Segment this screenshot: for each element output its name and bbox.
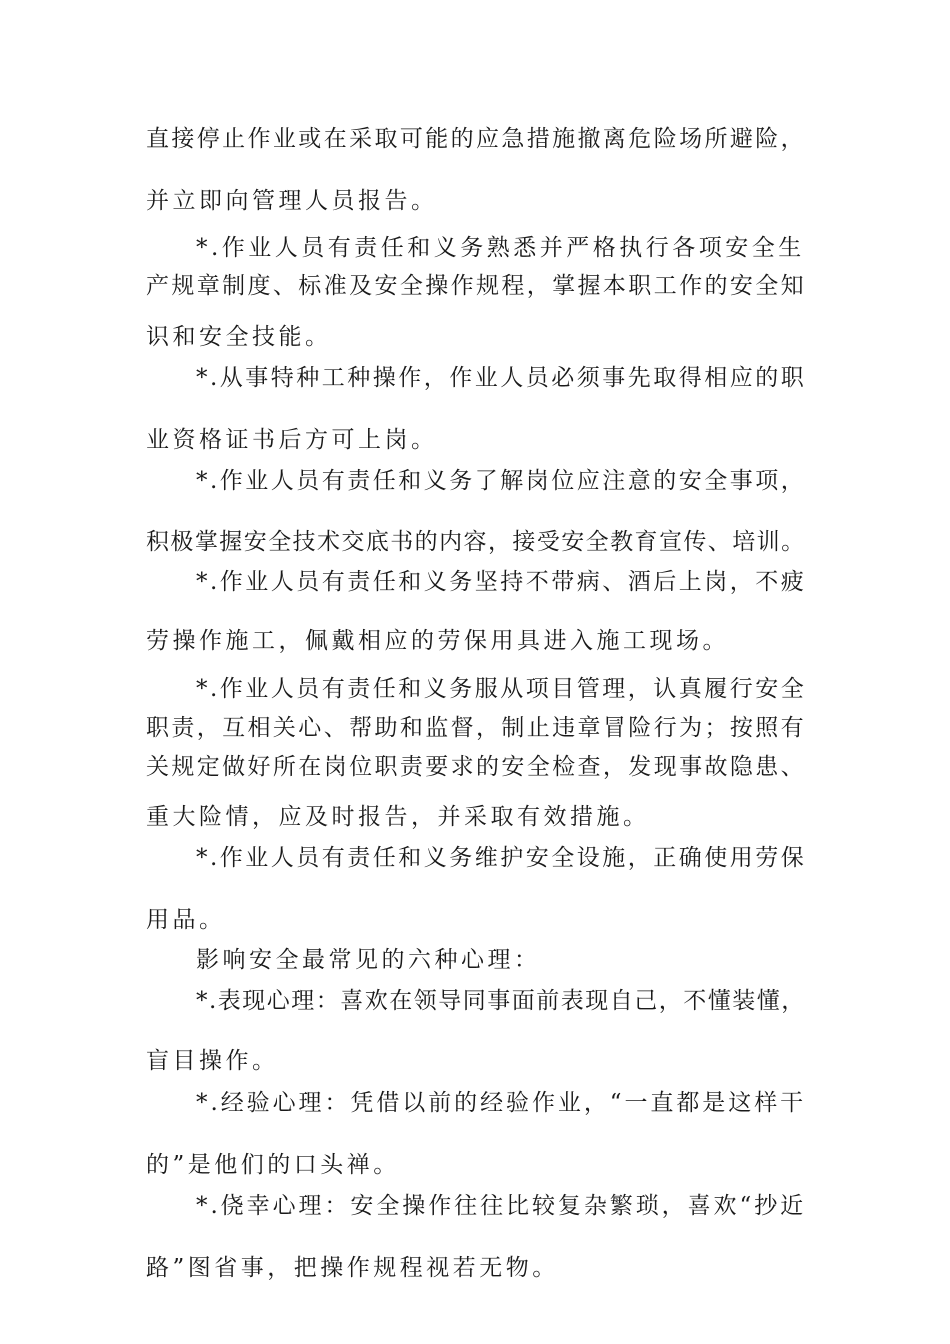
text-line: 职责，互相关心、帮助和监督，制止违章冒险行为；按照有 — [146, 715, 806, 741]
text-line: *.作业人员有责任和义务坚持不带病、酒后上岗，不疲 — [196, 569, 807, 595]
text-line: 识和安全技能。 — [146, 324, 332, 350]
text-line: *.经验心理：凭借以前的经验作业，“一直都是这样干 — [196, 1090, 807, 1116]
text-line: 业资格证书后方可上岗。 — [146, 427, 438, 453]
text-line: 积极掌握安全技术交底书的内容，接受安全教育宣传、培训。 — [146, 529, 806, 555]
text-line: 直接停止作业或在采取可能的应急措施撤离危险场所避险， — [146, 126, 806, 152]
text-line: 盲目操作。 — [146, 1048, 279, 1074]
text-line: 用品。 — [146, 907, 226, 933]
text-line: 并立即向管理人员报告。 — [146, 188, 438, 214]
text-line: *.作业人员有责任和义务熟悉并严格执行各项安全生 — [196, 235, 805, 261]
text-line: *.作业人员有责任和义务服从项目管理，认真履行安全 — [196, 676, 807, 702]
text-line: 重大险情，应及时报告，并采取有效措施。 — [146, 804, 650, 830]
text-line: 关规定做好所在岗位职责要求的安全检查，发现事故隐患、 — [146, 754, 806, 780]
text-line: *.表现心理：喜欢在领导同事面前表现自己，不懂装懂， — [196, 988, 806, 1014]
text-line: 路”图省事，把操作规程视若无物。 — [146, 1255, 559, 1281]
text-line: 影响安全最常见的六种心理： — [196, 947, 541, 973]
text-line: *.从事特种工种操作，作业人员必须事先取得相应的职 — [196, 365, 807, 391]
text-line: 产规章制度、标准及安全操作规程，掌握本职工作的安全知 — [146, 273, 806, 299]
text-line: 劳操作施工，佩戴相应的劳保用具进入施工现场。 — [146, 628, 729, 654]
text-line: 的”是他们的口头禅。 — [146, 1152, 400, 1178]
text-line: *.作业人员有责任和义务了解岗位应注意的安全事项， — [196, 468, 807, 494]
text-line: *.侥幸心理：安全操作往往比较复杂繁琐，喜欢“抄近 — [196, 1193, 807, 1219]
text-line: *.作业人员有责任和义务维护安全设施，正确使用劳保 — [196, 845, 807, 871]
